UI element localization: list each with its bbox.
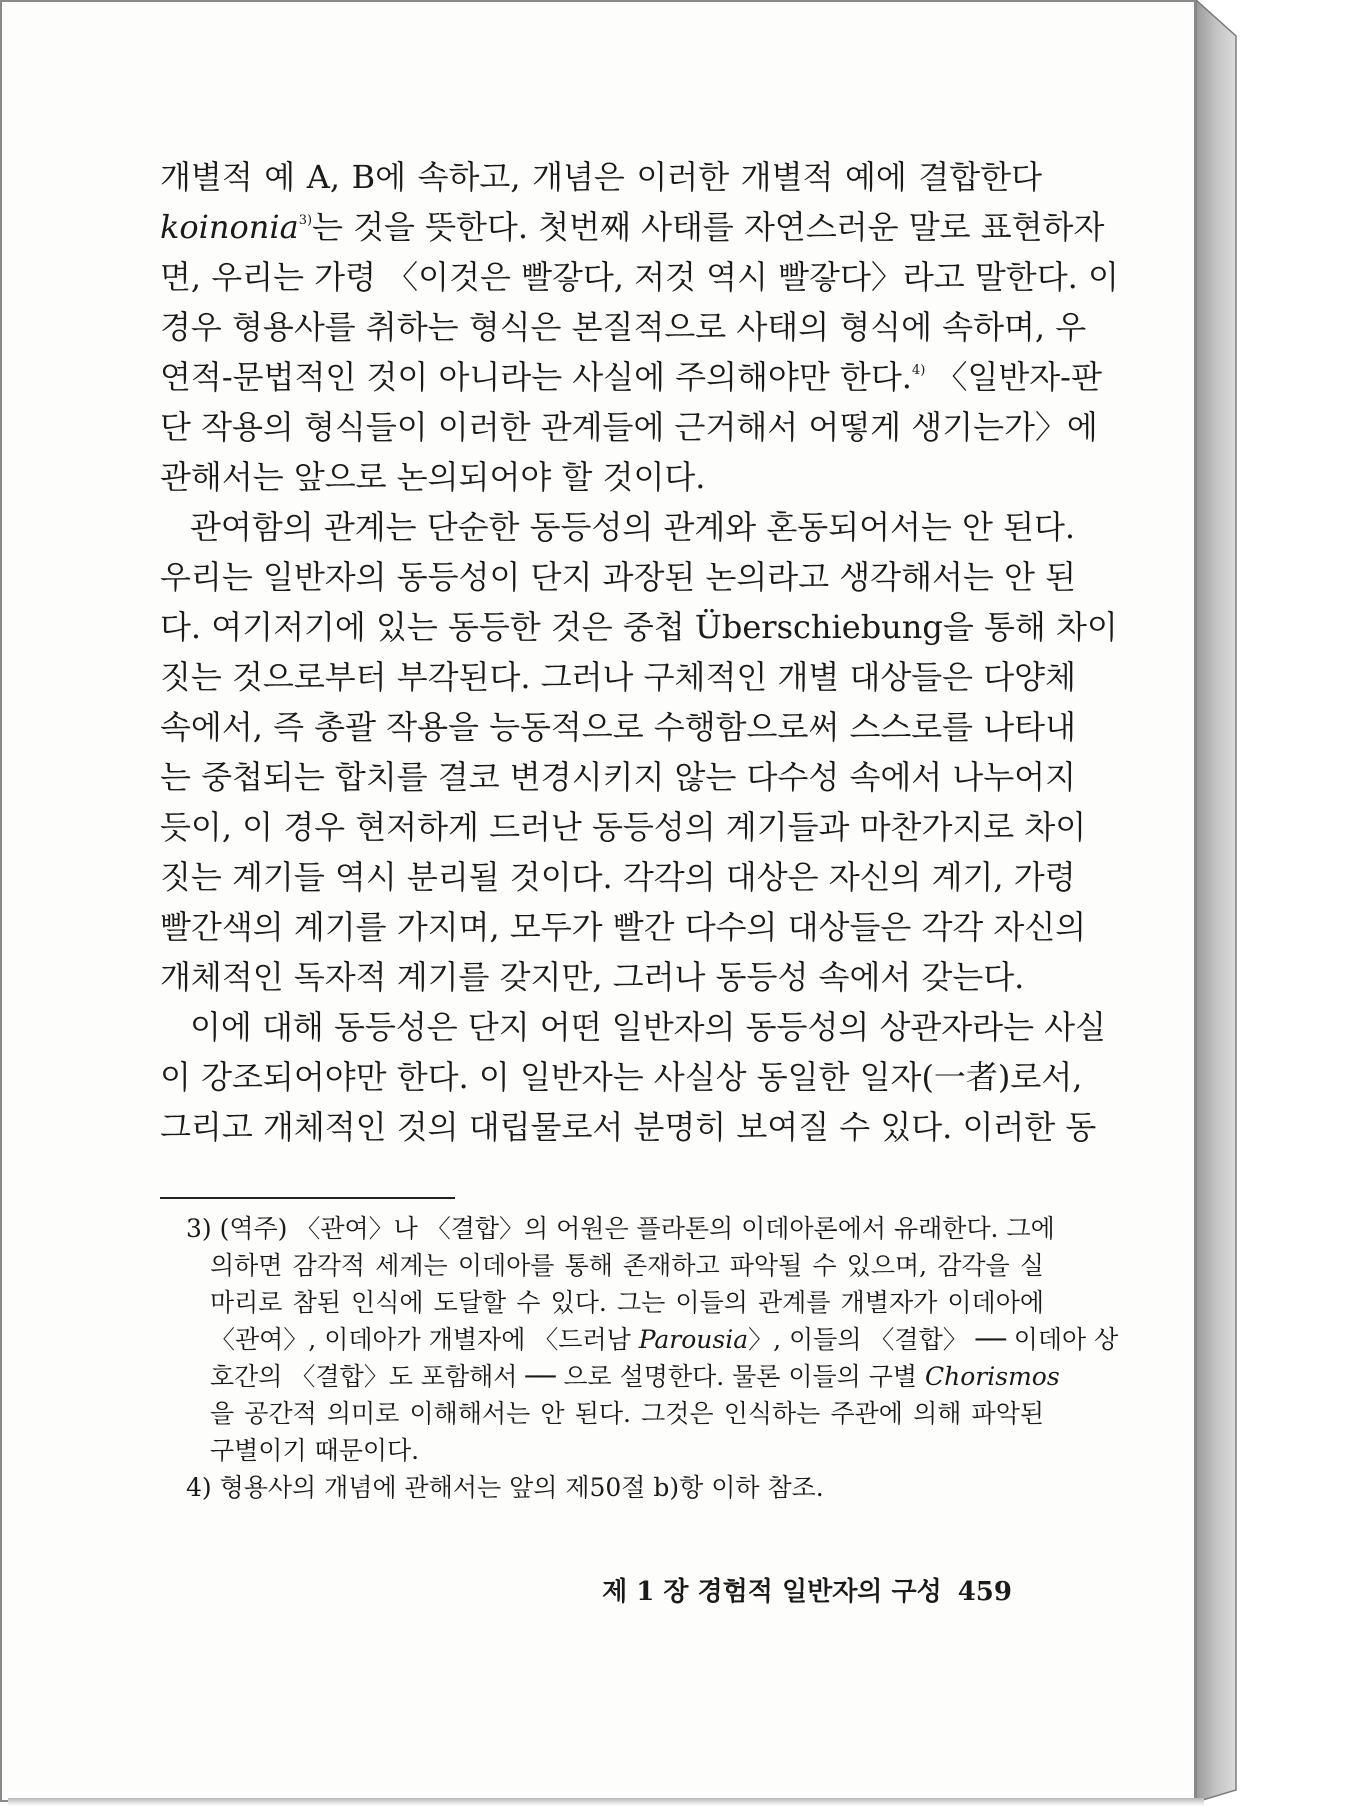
text-line: 이 강조되어야만 한다. 이 일반자는 사실상 동일한 일자(一者)로서,: [160, 1058, 1083, 1096]
body-text: [160, 152, 1119, 1152]
footnote-ref-4[interactable]: 4): [911, 363, 926, 379]
term-parousia: Parousia: [638, 1325, 749, 1354]
text-line: 다. 여기저기에 있는 동등한 것은 중첩 Überschiebung을 통해 차이: [160, 608, 1118, 646]
footnote-line: 〈관여〉, 이데아가 개별자에 〈드러남 Parousia〉, 이들의 〈결합〉 ── 이데아 상: [210, 1325, 1119, 1354]
term-chorismos: Chorismos: [925, 1362, 1060, 1391]
text-line: 개체적인 독자적 계기를 갖지만, 그러나 동등성 속에서 갖는다.: [160, 958, 1025, 996]
footnote-line: 호간의 〈결합〉도 포함해서 ── 으로 설명한다. 물론 이들의 구별 Chorismos: [210, 1362, 1060, 1391]
text-line: 연적-문법적인 것이 아니라는 사실에 주의해야만 한다.$^{4)}$ 〈일반자-판: [160, 358, 1102, 396]
footnote-3: 3) (역주) 〈관여〉나 〈결합〉의 어원은 플라톤의 이데아론에서 유래한다. 그에: [186, 1214, 1055, 1243]
footnote-divider: [160, 1197, 455, 1199]
text-line: 개별적 예 A, B에 속하고, 개념은 이러한 개별적 예에 결합한다: [160, 158, 1042, 196]
footnote-line: 구별이기 때문이다.: [210, 1436, 420, 1465]
text-line: 경우 형용사를 취하는 형식은 본질적으로 사태의 형식에 속하며, 우: [160, 308, 1087, 346]
text-line: 그리고 개체적인 것의 대립물로서 분명히 보여질 수 있다. 이러한 동: [160, 1108, 1097, 1146]
text-line: 관해서는 앞으로 논의되어야 할 것이다.: [160, 458, 706, 496]
chapter-title: 제 1 장 경험적 일반자의 구성: [602, 1577, 942, 1607]
footnote-line: 마리로 참된 인식에 도달할 수 있다. 그는 이들의 관계를 개별자가 이데아에: [210, 1288, 1044, 1317]
text-line: 듯이, 이 경우 현저하게 드러난 동등성의 계기들과 마찬가지로 차이: [160, 808, 1087, 846]
text-line: 짓는 것으로부터 부각된다. 그러나 구체적인 개별 대상들은 다양체: [160, 658, 1077, 696]
page-bottom-shadow: [8, 1798, 1204, 1806]
text-line: 우리는 일반자의 동등성이 단지 과장된 논의라고 생각해서는 안 된: [160, 558, 1077, 596]
text-line: 는 중첩되는 합치를 결코 변경시키지 않는 다수성 속에서 나누어지: [160, 758, 1077, 796]
text-line: koinonia$^{3)}$는 것을 뜻한다. 첫번째 사태를 자연스러운 말로 표현하자: [160, 208, 1105, 246]
page-edge-shadow: [1196, 0, 1240, 1802]
text-line: 단 작용의 형식들이 이러한 관계들에 근거해서 어떻게 생기는가〉에: [160, 408, 1098, 446]
page-number: 459: [957, 1577, 1012, 1607]
footnote-4: 4) 형용사의 개념에 관해서는 앞의 제50절 b)항 이하 참조.: [186, 1473, 824, 1502]
term-koinonia: koinonia: [160, 208, 299, 246]
footnote-line: 을 공간적 의미로 이해해서는 안 된다. 그것은 인식하는 주관에 의해 파악된: [210, 1399, 1044, 1428]
running-footer: [602, 1574, 1012, 1610]
footnote-ref-3[interactable]: 3): [298, 213, 313, 229]
paragraph-start: 관여함의 관계는 단순한 동등성의 관계와 혼동되어서는 안 된다.: [190, 508, 1076, 546]
paragraph-start: 이에 대해 동등성은 단지 어떤 일반자의 동등성의 상관자라는 사실: [190, 1008, 1107, 1046]
text-line: 면, 우리는 가령 〈이것은 빨갛다, 저것 역시 빨갛다〉라고 말한다. 이: [160, 258, 1119, 296]
text-line: 속에서, 즉 총괄 작용을 능동적으로 수행함으로써 스스로를 나타내: [160, 708, 1077, 746]
text-line: 짓는 계기들 역시 분리될 것이다. 각각의 대상은 자신의 계기, 가령: [160, 858, 1076, 896]
text-line: 빨간색의 계기를 가지며, 모두가 빨간 다수의 대상들은 각각 자신의: [160, 908, 1087, 946]
footnotes: [186, 1210, 1119, 1506]
footnote-line: 의하면 감각적 세계는 이데아를 통해 존재하고 파악될 수 있으며, 감각을 실: [210, 1251, 1044, 1280]
